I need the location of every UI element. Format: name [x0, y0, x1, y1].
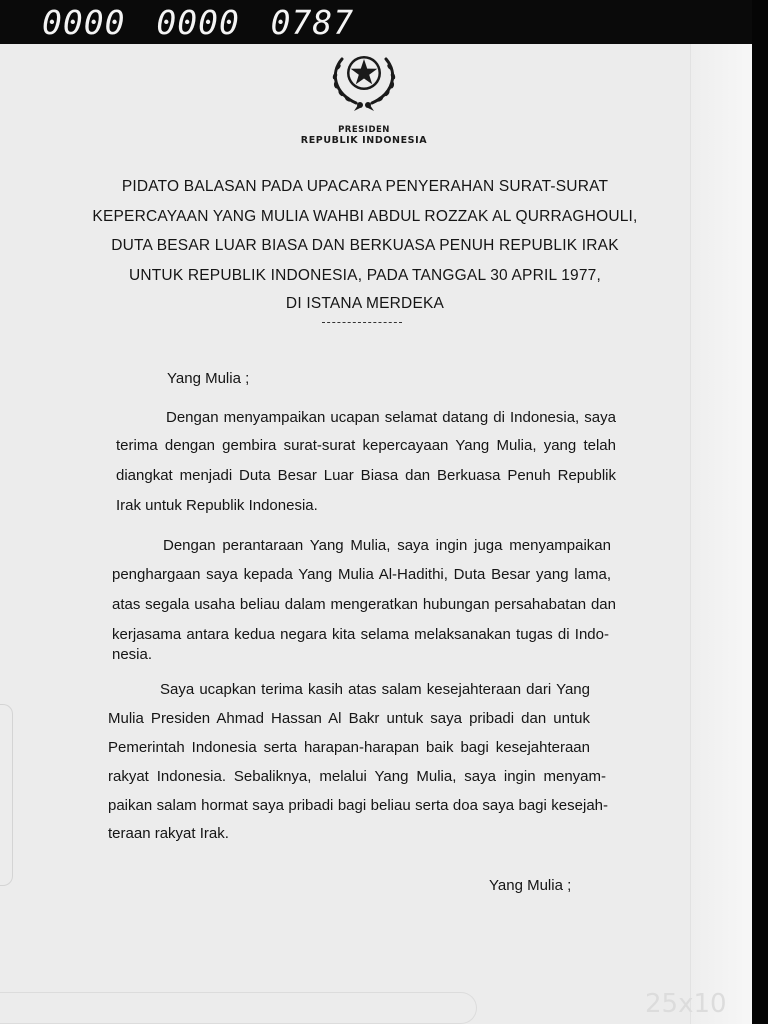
paragraph-2-line: atas segala usaha beliau dalam mengeratkan hubungan persahabatan dan [112, 596, 616, 613]
title-underline [322, 322, 402, 323]
salutation: Yang Mulia ; [167, 370, 250, 387]
presidential-seal-icon [320, 45, 408, 113]
paragraph-3-line: Saya ucapkan terima kasih atas salam kesejahteraan dari Yang [160, 681, 590, 698]
film-strip [0, 0, 768, 44]
title-line: DI ISTANA MERDEKA [285, 295, 445, 312]
document-page [0, 44, 752, 1024]
paragraph-3-line: rakyat Indonesia. Sebaliknya, melalui Yang Mulia, saya ingin menyam- [108, 768, 606, 785]
film-border-right [752, 0, 768, 1024]
paragraph-1-line: diangkat menjadi Duta Besar Luar Biasa dan Berkuasa Penuh Republik [116, 467, 616, 484]
paragraph-2-line: kerjasama antara kedua negara kita selama melaksanakan tugas di Indo- [112, 626, 609, 643]
scan-artifact [0, 992, 477, 1024]
letterhead [254, 125, 474, 147]
paragraph-3-line: Pemerintah Indonesia serta harapan-harapan baik bagi kesejahteraan [108, 739, 590, 756]
paragraph-1-line: Dengan menyampaikan ucapan selamat datang di Indonesia, saya [166, 409, 616, 426]
closing-salutation: Yang Mulia ; [489, 877, 572, 894]
paragraph-2-line: penghargaan saya kepada Yang Mulia Al-Hadithi, Duta Besar yang lama, [112, 566, 611, 583]
title-line: PIDATO BALASAN PADA UPACARA PENYERAHAN SURAT-SURAT [121, 178, 609, 195]
title-line: DUTA BESAR LUAR BIASA DAN BERKUASA PENUH REPUBLIK IRAK [111, 237, 619, 254]
paragraph-1-line: terima dengan gembira surat-surat kepercayaan Yang Mulia, yang telah [116, 437, 616, 454]
paragraph-2-line: Dengan perantaraan Yang Mulia, saya ingin juga menyampaikan [163, 537, 611, 554]
paragraph-1-line: Irak untuk Republik Indonesia. [116, 497, 318, 514]
paragraph-2-line: nesia. [112, 646, 153, 663]
title-line: KEPERCAYAAN YANG MULIA WAHBI ABDUL ROZZAK AL QURRAGHOULI, [92, 208, 638, 225]
page-edge-shadow [690, 44, 753, 1024]
paragraph-3-line: paikan salam hormat saya pribadi bagi beliau serta doa saya bagi kesejah- [108, 797, 608, 814]
letterhead-line-1: PRESIDEN [338, 125, 390, 135]
film-frame-number: 0000 0000 0787 [42, 3, 355, 42]
frame-reduction-mark: 25x10 [645, 989, 727, 1019]
page-fold-mark [0, 704, 13, 886]
title-line: UNTUK REPUBLIK INDONESIA, PADA TANGGAL 30 APRIL 1977, [128, 267, 602, 284]
paragraph-3-line: Mulia Presiden Ahmad Hassan Al Bakr untuk saya pribadi dan untuk [108, 710, 590, 727]
paragraph-3-line: teraan rakyat Irak. [108, 825, 229, 842]
letterhead-line-2: REPUBLIK INDONESIA [300, 135, 428, 146]
